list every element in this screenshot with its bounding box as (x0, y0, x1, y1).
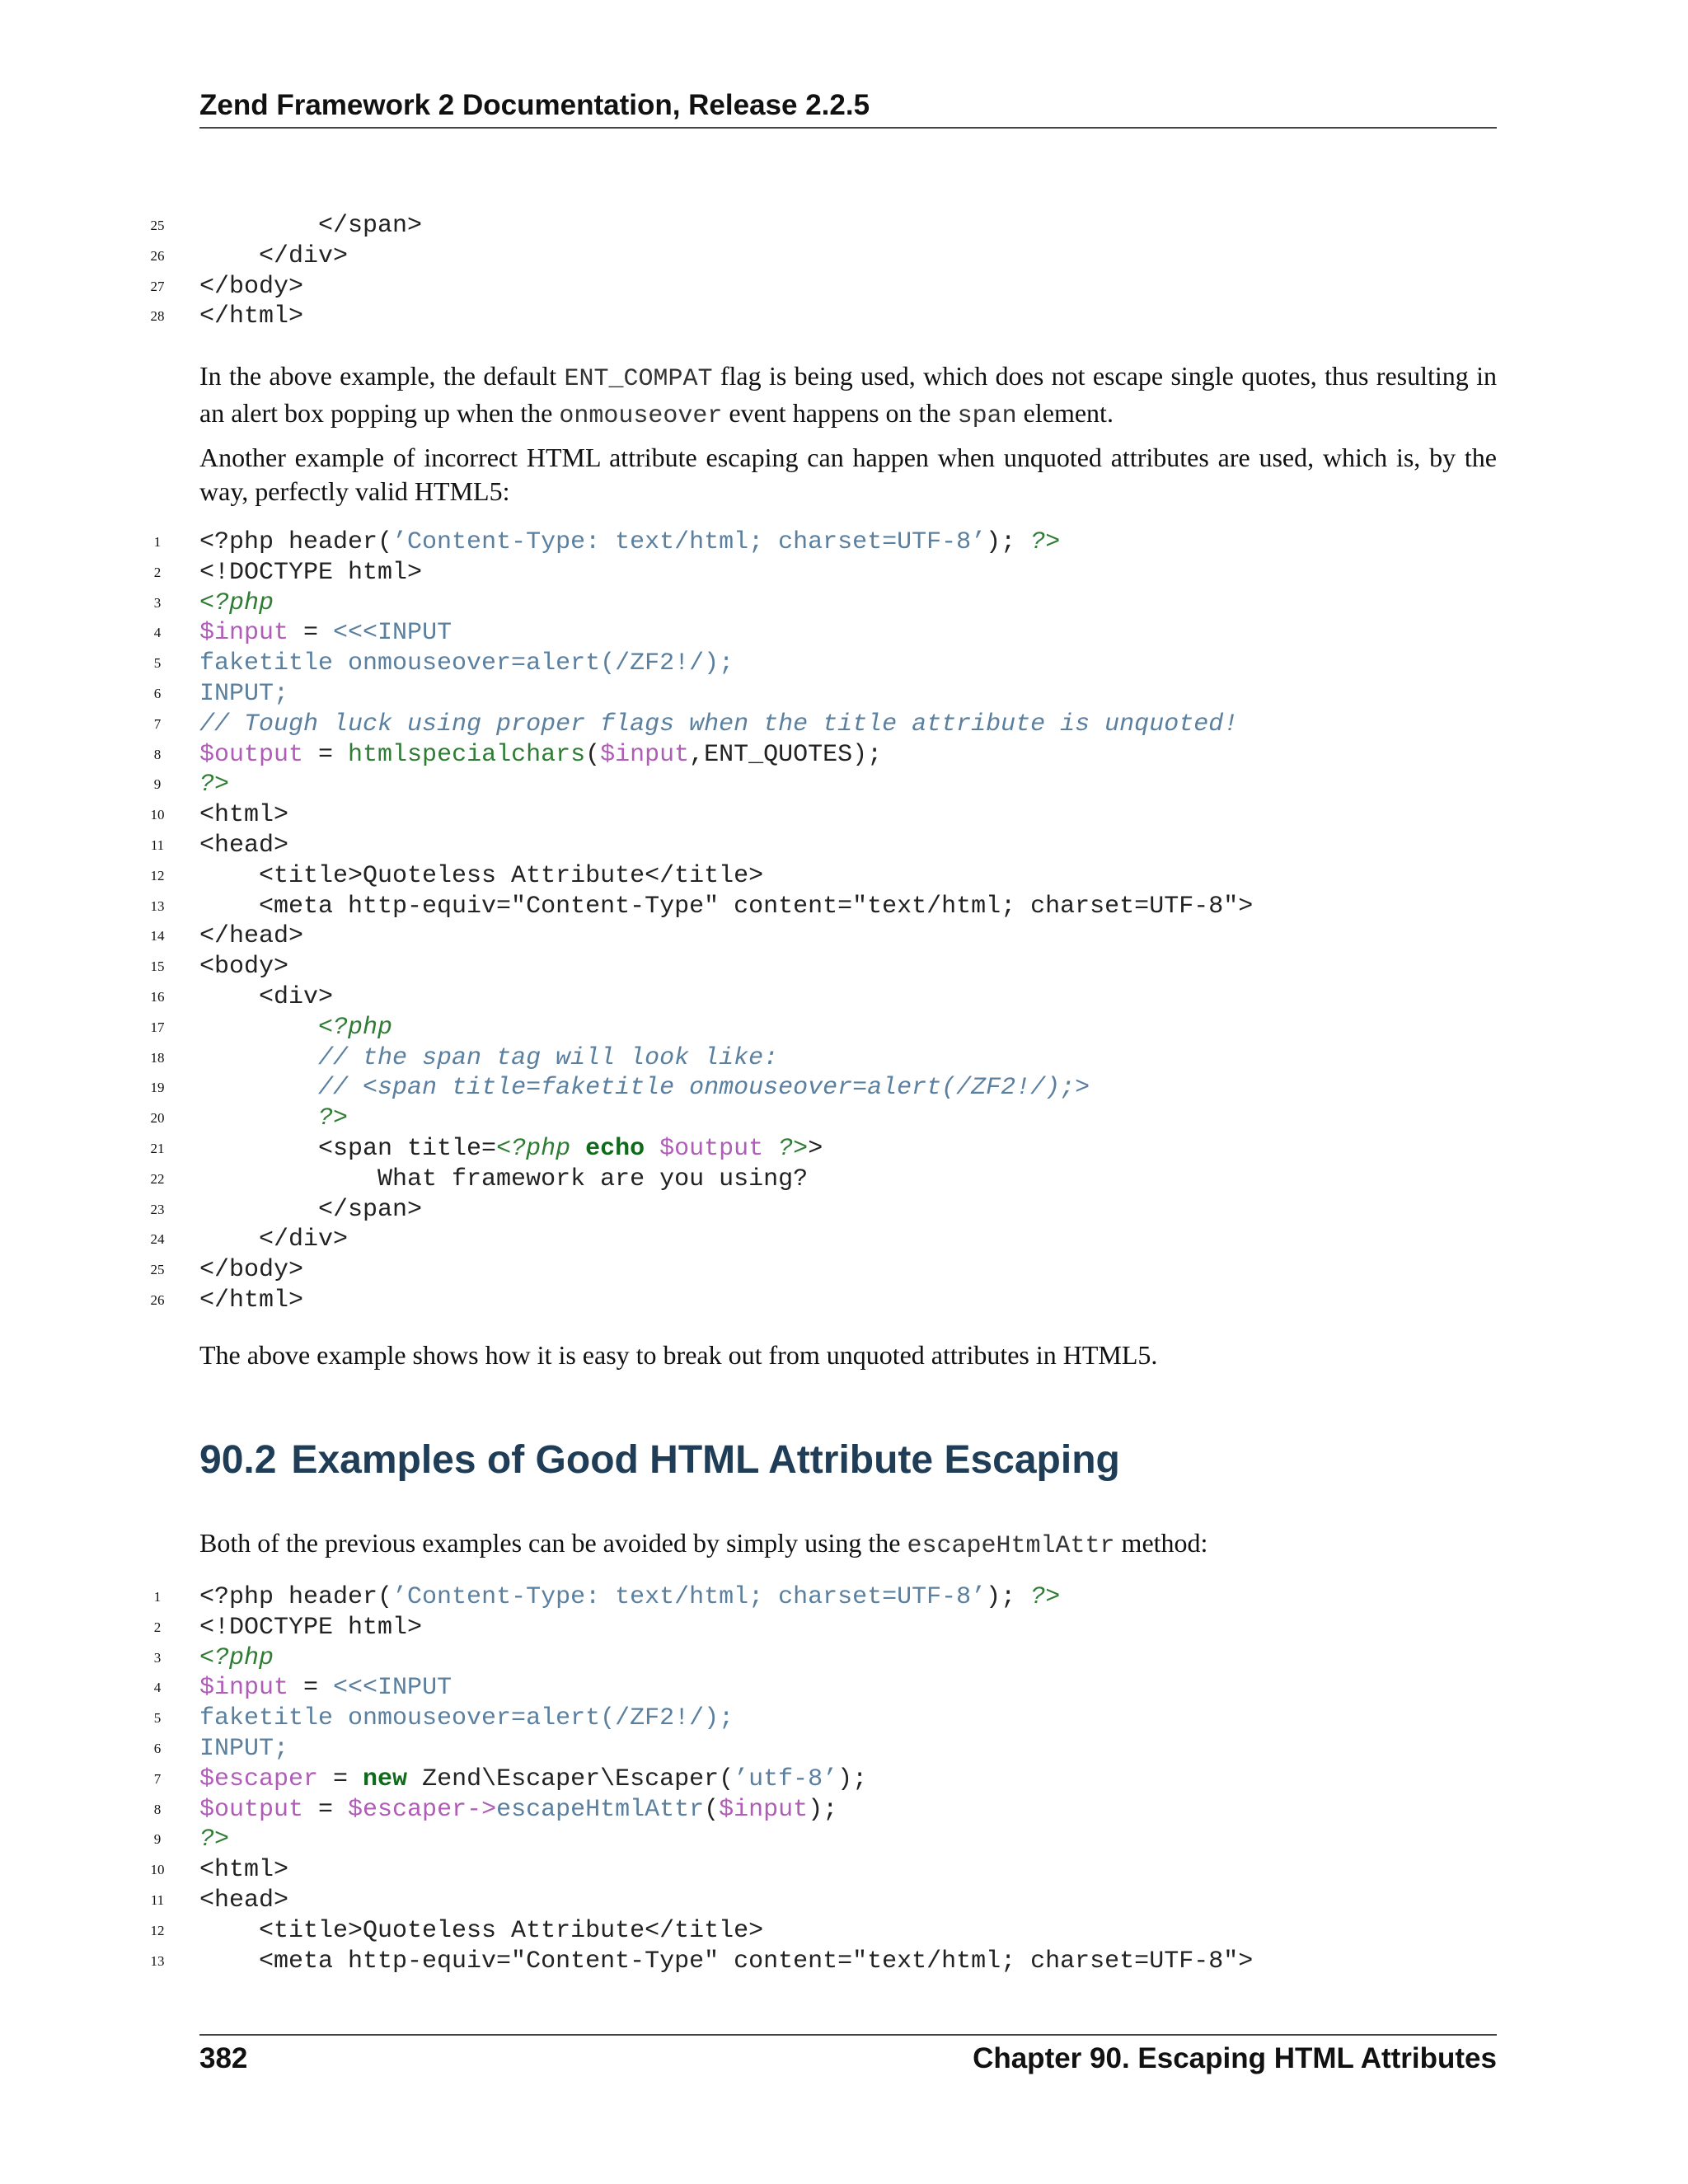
code-line (0, 1795, 1688, 1825)
line-number: 4 (153, 1680, 162, 1696)
code-line (0, 679, 1688, 710)
code-token: ,ENT_QUOTES); (689, 740, 883, 769)
code-text (199, 1286, 303, 1316)
code-token: </body> (199, 272, 304, 301)
line-number: 24 (150, 1231, 165, 1248)
code-token: <span title= (199, 1134, 497, 1163)
code-text (199, 1104, 348, 1134)
code-text (199, 649, 734, 679)
code-token: ’Content-Type: text/html; charset=UTF-8’ (392, 528, 987, 556)
code-line (0, 831, 1688, 861)
line-number: 3 (153, 594, 162, 611)
inline-code: onmouseover (559, 402, 723, 430)
code-token: ?> (318, 1104, 349, 1133)
code-line (0, 618, 1688, 649)
code-text (199, 1916, 763, 1947)
code-token: <?php (318, 1013, 393, 1042)
code-token: new (363, 1765, 408, 1793)
code-token: <meta http-equiv="Content-Type" content="text/html; charset=UTF-8"> (199, 1947, 1254, 1975)
line-number: 7 (153, 715, 162, 732)
code-token: What framework are you using? (199, 1165, 809, 1193)
code-text (199, 588, 274, 619)
code-token: </div> (199, 241, 349, 270)
line-number: 14 (150, 928, 165, 944)
code-text (199, 982, 333, 1013)
code-text (199, 1734, 288, 1765)
line-number: 25 (150, 1262, 165, 1278)
code-token: $output (199, 740, 304, 769)
line-number: 11 (150, 837, 165, 853)
line-number: 22 (150, 1170, 165, 1187)
code-line (0, 558, 1688, 588)
line-number: 3 (153, 1649, 162, 1666)
code-line (0, 649, 1688, 679)
code-token (570, 1135, 585, 1163)
code-text (199, 1855, 288, 1886)
line-number: 8 (153, 1801, 162, 1817)
code-token: $output (659, 1134, 764, 1163)
code-line (0, 1286, 1688, 1316)
code-token: </head> (199, 922, 304, 951)
line-number: 19 (150, 1080, 165, 1096)
code-text (199, 272, 303, 302)
code-line (0, 1255, 1688, 1286)
line-number: 25 (150, 218, 165, 233)
line-number: 4 (153, 625, 162, 641)
code-text (199, 558, 422, 588)
line-number: 5 (153, 655, 162, 672)
code-token: = (288, 1674, 334, 1703)
line-number: 10 (150, 807, 165, 823)
code-token: $output (199, 1795, 304, 1824)
code-text (199, 1643, 274, 1674)
code-block-1 (0, 211, 1688, 332)
line-number: 18 (150, 1049, 165, 1066)
code-token (199, 1074, 318, 1102)
line-number: 1 (153, 534, 162, 550)
code-line (0, 302, 1688, 332)
code-token: ( (704, 1795, 720, 1824)
code-token: ’utf-8’ (734, 1765, 838, 1793)
page-number: 382 (199, 2042, 248, 2074)
code-token: escapeHtmlAttr (496, 1795, 705, 1824)
code-text (199, 740, 882, 771)
code-token: <html> (199, 1856, 289, 1885)
code-token: <html> (199, 801, 289, 830)
code-text (199, 1765, 867, 1795)
code-text (199, 831, 288, 861)
code-token: <head> (199, 831, 289, 860)
code-line (0, 1855, 1688, 1886)
code-token: ); (808, 1795, 838, 1824)
code-text (199, 1825, 229, 1855)
code-line (0, 1947, 1688, 1977)
code-text (199, 527, 1060, 558)
code-line (0, 1582, 1688, 1613)
code-token: </span> (199, 1195, 423, 1224)
code-text (199, 1582, 1060, 1613)
line-number: 10 (150, 1862, 165, 1878)
code-line (0, 241, 1688, 272)
code-token: </html> (199, 302, 304, 331)
code-text (199, 921, 303, 952)
code-token: $input (199, 1674, 289, 1703)
code-token (199, 1014, 318, 1042)
line-number: 16 (150, 988, 165, 1005)
code-token: <?php (199, 588, 274, 617)
code-token: INPUT; (199, 679, 289, 708)
code-token: ); (837, 1765, 868, 1793)
document-title: Zend Framework 2 Documentation, Release 2.2.5 (199, 89, 870, 121)
line-number: 26 (150, 247, 165, 264)
line-number: 15 (150, 958, 165, 975)
line-number: 11 (150, 1891, 165, 1908)
code-text (199, 892, 1253, 922)
code-line (0, 1825, 1688, 1855)
line-number: 8 (153, 746, 162, 762)
code-token: htmlspecialchars (348, 740, 586, 769)
code-token: $input (600, 740, 690, 769)
code-line (0, 1886, 1688, 1916)
code-token: ?> (1030, 1583, 1061, 1611)
code-token: <div> (199, 982, 334, 1011)
code-token: </span> (199, 212, 423, 240)
code-line (0, 1613, 1688, 1643)
line-number: 12 (150, 1922, 165, 1938)
code-token: = (318, 1765, 363, 1793)
code-text (199, 1886, 288, 1916)
code-token: $input (719, 1795, 809, 1824)
code-text (199, 618, 452, 649)
code-token: <!DOCTYPE html> (199, 1613, 423, 1642)
page-footer (199, 2034, 1497, 2075)
code-token: = (303, 1795, 349, 1824)
code-line (0, 527, 1688, 558)
code-token: // Tough luck using proper flags when the title attribute is unquoted! (199, 710, 1239, 738)
code-token: $input (199, 619, 289, 648)
code-text (199, 770, 229, 800)
code-token (199, 1044, 318, 1072)
code-line (0, 272, 1688, 302)
code-line (0, 710, 1688, 740)
code-token: <?php (199, 1643, 274, 1672)
paragraph-3: The above example shows how it is easy to break out from unquoted attributes in HTML5. (199, 1340, 1158, 1370)
inline-code: span (957, 402, 1017, 430)
line-number: 21 (150, 1140, 165, 1156)
code-token: ); (986, 528, 1031, 556)
code-token: $escaper (348, 1795, 467, 1824)
code-token: </html> (199, 1286, 304, 1315)
code-line (0, 1643, 1688, 1674)
code-text (199, 1795, 837, 1825)
code-line (0, 1073, 1688, 1104)
line-number: 20 (150, 1110, 165, 1127)
code-token: ’Content-Type: text/html; charset=UTF-8’ (392, 1583, 987, 1611)
code-block-2 (0, 527, 1688, 1316)
code-token: ?> (199, 771, 230, 799)
section-number: 90.2 (199, 1438, 277, 1482)
code-token: Zend\Escaper\Escaper( (407, 1765, 734, 1793)
code-token: ?> (1030, 528, 1061, 556)
code-text (199, 1673, 452, 1704)
code-token: <!DOCTYPE html> (199, 558, 423, 587)
line-number: 13 (150, 1952, 165, 1969)
line-number: 9 (153, 776, 162, 793)
code-token: <body> (199, 953, 289, 982)
code-text (199, 1613, 422, 1643)
code-line (0, 1704, 1688, 1734)
code-line (0, 1734, 1688, 1765)
code-line (0, 1104, 1688, 1134)
line-number: 23 (150, 1201, 165, 1217)
code-token: <?php header( (199, 1583, 393, 1611)
code-token: <<<INPUT (333, 619, 452, 648)
code-line (0, 588, 1688, 619)
code-line (0, 740, 1688, 771)
code-text (199, 1704, 734, 1734)
code-token: <meta http-equiv="Content-Type" content="text/html; charset=UTF-8"> (199, 892, 1254, 921)
line-number: 9 (153, 1831, 162, 1848)
code-line (0, 1765, 1688, 1795)
code-line (0, 1225, 1688, 1255)
line-number: 13 (150, 898, 165, 914)
code-token: <?php header( (199, 528, 393, 556)
code-token: -> (467, 1795, 497, 1824)
code-text (199, 1043, 778, 1074)
code-line (0, 800, 1688, 831)
code-token: $escaper (199, 1765, 319, 1793)
code-token: faketitle onmouseover=alert(/ZF2!/); (199, 649, 734, 678)
code-text (199, 800, 288, 831)
code-token (763, 1135, 778, 1163)
code-text (199, 1165, 808, 1195)
code-line (0, 861, 1688, 892)
paragraph-4: Both of the previous examples can be avoided by simply using the escapeHtmlAttr method: (199, 1528, 1208, 1560)
inline-code: ENT_COMPAT (564, 365, 713, 393)
code-text (199, 1225, 348, 1255)
code-token: // the span tag will look like: (318, 1043, 779, 1072)
code-token (645, 1135, 659, 1163)
code-text (199, 710, 1238, 740)
code-line (0, 770, 1688, 800)
code-token: echo (585, 1134, 645, 1163)
code-text (199, 1073, 1090, 1104)
chapter-title: Chapter 90. Escaping HTML Attributes (973, 2042, 1497, 2074)
code-text (199, 302, 303, 332)
section-title-text: Examples of Good HTML Attribute Escaping (291, 1438, 1120, 1482)
code-block-3 (0, 1582, 1688, 1976)
line-number: 2 (153, 564, 162, 580)
line-number: 5 (153, 1710, 162, 1727)
code-line (0, 1013, 1688, 1043)
line-number: 27 (150, 278, 165, 294)
code-line (0, 1043, 1688, 1074)
code-text (199, 679, 288, 710)
inline-code: escapeHtmlAttr (907, 1532, 1115, 1560)
code-token: ?> (199, 1825, 230, 1854)
code-token: <title>Quoteless Attribute</title> (199, 861, 764, 890)
code-text (199, 1947, 1253, 1977)
line-number: 17 (150, 1019, 165, 1035)
paragraph-1: In the above example, the default ENT_COMPAT flag is being used, which does not escape single quotes, thus resulting in an alert box popping up when the onmouseover event happens on the span element. (199, 361, 1498, 430)
code-text (199, 1134, 823, 1165)
code-text (199, 1195, 422, 1226)
line-number: 6 (153, 685, 162, 701)
code-token: <<<INPUT (333, 1674, 452, 1703)
page-header (199, 89, 1497, 129)
line-number: 26 (150, 1291, 165, 1308)
paragraph-2: Another example of incorrect HTML attribute escaping can happen when unquoted attributes are used, which is, by the way, perfectly valid HTML5: (199, 443, 1497, 506)
code-line (0, 952, 1688, 982)
code-text (199, 241, 348, 272)
code-line (0, 1916, 1688, 1947)
code-text (199, 861, 763, 892)
code-token: faketitle onmouseover=alert(/ZF2!/); (199, 1704, 734, 1733)
code-line (0, 892, 1688, 922)
code-text (199, 211, 422, 241)
code-text (199, 1013, 392, 1043)
code-line (0, 1134, 1688, 1165)
code-line (0, 982, 1688, 1013)
code-token: = (303, 740, 349, 769)
code-token: // <span title=faketitle onmouseover=alert(/ZF2!/);> (318, 1074, 1090, 1103)
code-token: ( (585, 740, 601, 769)
code-text (199, 1255, 303, 1286)
line-number: 12 (150, 867, 165, 883)
code-token: </div> (199, 1226, 349, 1254)
line-number: 2 (153, 1619, 162, 1635)
code-line (0, 1165, 1688, 1195)
code-line (0, 921, 1688, 952)
code-token: <?php (496, 1134, 571, 1163)
line-number: 6 (153, 1740, 162, 1756)
code-token: <title>Quoteless Attribute</title> (199, 1916, 764, 1945)
code-line (0, 1673, 1688, 1704)
line-number: 28 (150, 308, 165, 325)
code-line (0, 1195, 1688, 1226)
code-token: ?> (778, 1134, 809, 1163)
code-token (199, 1104, 318, 1132)
code-line (0, 211, 1688, 241)
code-token: </body> (199, 1256, 304, 1285)
code-token: = (288, 619, 334, 648)
section-heading (199, 1437, 1135, 1483)
line-number: 1 (153, 1589, 162, 1605)
code-text (199, 952, 288, 982)
code-token: ); (986, 1583, 1031, 1611)
code-token: <head> (199, 1886, 289, 1915)
code-token: > (808, 1134, 823, 1163)
line-number: 7 (153, 1770, 162, 1787)
code-token: INPUT; (199, 1734, 289, 1763)
